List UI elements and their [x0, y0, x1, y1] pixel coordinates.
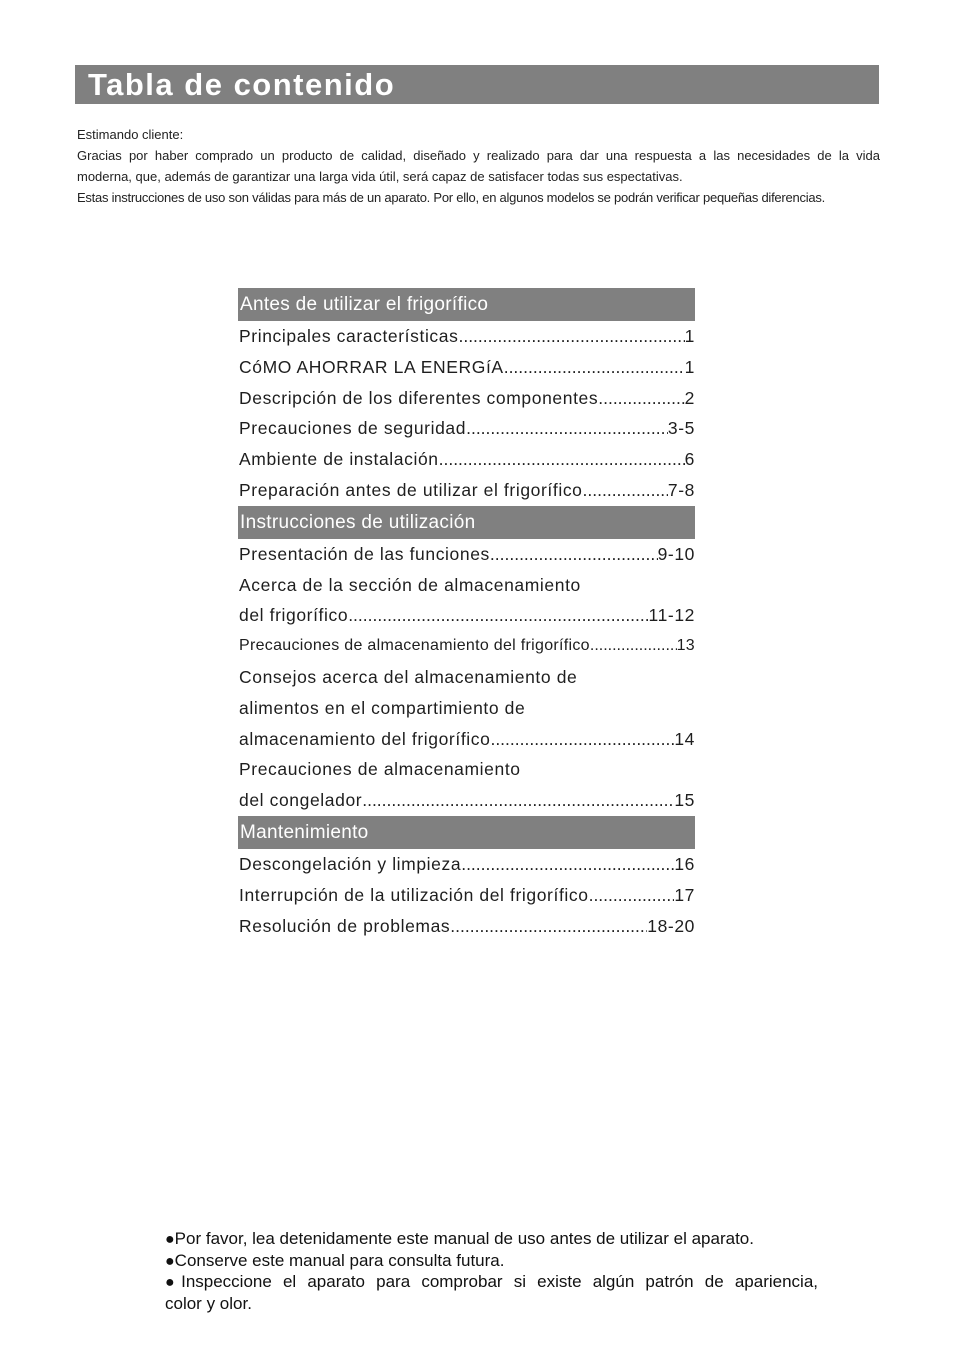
toc-entry-page: 13	[676, 637, 695, 655]
toc-entry[interactable]	[238, 600, 695, 631]
toc-entry-title: Ambiente de instalación	[239, 449, 439, 470]
toc-entry-title: Presentación de las funciones	[239, 543, 490, 564]
toc-entry-page: 16	[674, 853, 695, 874]
toc-leader-dots	[590, 631, 677, 662]
toc-entry[interactable]	[238, 724, 695, 755]
toc-leader-dots	[348, 600, 648, 631]
toc-entry-title: almacenamiento del frigorífico	[239, 728, 491, 749]
toc-entry-title: del frigorífico	[239, 605, 349, 626]
note-1	[165, 1229, 818, 1251]
toc-entry-title: Principales características	[239, 326, 459, 346]
toc-leader-dots	[490, 539, 658, 570]
toc-entry-page: 14	[674, 728, 695, 749]
toc-entry-line[interactable]: alimentos en el compartimiento de	[239, 697, 526, 718]
toc-entry[interactable]	[238, 352, 695, 383]
title-banner	[75, 65, 879, 104]
toc-entry-page: 15	[674, 790, 695, 811]
intro-line-1: Gracias por haber comprado un producto de calidad, diseñado y realizado para dar una respuesta a las necesidades de la vida	[77, 148, 880, 163]
intro-line-2: moderna, que, además de garantizar una larga vida útil, será capaz de satisfacer todas sus espectativas.	[77, 169, 683, 184]
note-text: Por favor, lea detenidamente este manual de uso antes de utilizar el aparato.	[174, 1229, 754, 1248]
toc-entry[interactable]	[238, 911, 695, 942]
toc-entry[interactable]	[238, 631, 695, 662]
toc-leader-dots	[450, 911, 647, 942]
toc-entry-page: 1	[684, 326, 695, 346]
toc-entry-line[interactable]: Acerca de la sección de almacenamiento	[239, 574, 581, 595]
toc-entry-title: Precauciones de almacenamiento del frigorífico	[239, 637, 590, 655]
toc-entry-page: 7-8	[667, 479, 695, 500]
toc-entry-title: Descongelación y limpieza	[239, 853, 462, 874]
toc-section-header: Antes de utilizar el frigorífico	[238, 288, 695, 321]
toc-entry-title: del congelador	[239, 790, 363, 811]
toc-leader-dots	[461, 849, 674, 880]
bullet-icon: ●	[165, 1274, 182, 1291]
toc-leader-dots	[439, 444, 685, 475]
note-text: Conserve este manual para consulta futura.	[174, 1250, 505, 1270]
note-3	[165, 1272, 818, 1294]
bullet-icon: ●	[165, 1252, 175, 1270]
toc-leader-dots	[583, 475, 668, 506]
toc-entry-page: 2	[684, 387, 695, 408]
intro-line-3: Estas instrucciones de uso son válidas para más de un aparato. Por ello, en algunos modelos se podrán verificar pequeñas diferencias.	[77, 190, 825, 205]
toc-entry-line[interactable]: Precauciones de almacenamiento	[239, 759, 521, 780]
toc-entry[interactable]	[238, 413, 695, 444]
toc-entry[interactable]	[238, 475, 695, 506]
toc-leader-dots	[589, 880, 675, 911]
note-2	[165, 1251, 818, 1273]
usage-notes	[165, 1229, 818, 1314]
toc-leader-dots	[490, 724, 674, 755]
toc-leader-dots	[466, 413, 668, 444]
toc-entry-page: 17	[674, 884, 695, 905]
toc-leader-dots	[362, 785, 674, 816]
toc-entry[interactable]	[238, 785, 695, 816]
toc-entry[interactable]	[238, 539, 695, 570]
note-3-continuation: color y olor.	[165, 1293, 252, 1313]
table-of-contents	[238, 288, 695, 941]
note-text: Inspeccione el aparato para comprobar si existe algún patrón de apariencia,	[181, 1272, 818, 1291]
page-title: Tabla de contenido	[88, 67, 396, 102]
toc-entry-title: CóMO AHORRAR LA ENERGíA	[239, 356, 504, 377]
toc-entry-page: 1	[684, 356, 695, 377]
intro-paragraph	[77, 124, 880, 208]
toc-entry-page: 11-12	[648, 605, 695, 626]
toc-entry-page: 3-5	[667, 418, 695, 439]
bullet-icon: ●	[165, 1231, 175, 1248]
toc-entry[interactable]	[238, 880, 695, 911]
intro-greeting: Estimando cliente:	[77, 127, 184, 142]
toc-entry-title: Precauciones de seguridad	[239, 418, 467, 439]
toc-entry[interactable]	[238, 383, 695, 414]
toc-leader-dots	[458, 321, 684, 352]
toc-entry-title: Preparación antes de utilizar el frigorífico	[239, 479, 583, 500]
toc-section-header: Instrucciones de utilización	[238, 506, 695, 539]
toc-section-header: Mantenimiento	[238, 816, 695, 849]
toc-entry-title: Descripción de los diferentes componentes	[239, 387, 599, 408]
toc-entry-line[interactable]: Consejos acerca del almacenamiento de	[239, 666, 578, 687]
toc-leader-dots	[504, 352, 685, 383]
toc-entry-page: 6	[684, 449, 695, 470]
toc-entry[interactable]	[238, 849, 695, 880]
toc-entry-title: Interrupción de la utilización del frigorífico	[239, 884, 589, 905]
toc-leader-dots	[598, 383, 684, 414]
toc-entry-page: 18-20	[647, 915, 695, 936]
toc-entry[interactable]	[238, 321, 695, 352]
toc-entry[interactable]	[238, 444, 695, 475]
toc-entry-page: 9-10	[657, 543, 695, 564]
toc-entry-title: Resolución de problemas	[239, 915, 451, 936]
